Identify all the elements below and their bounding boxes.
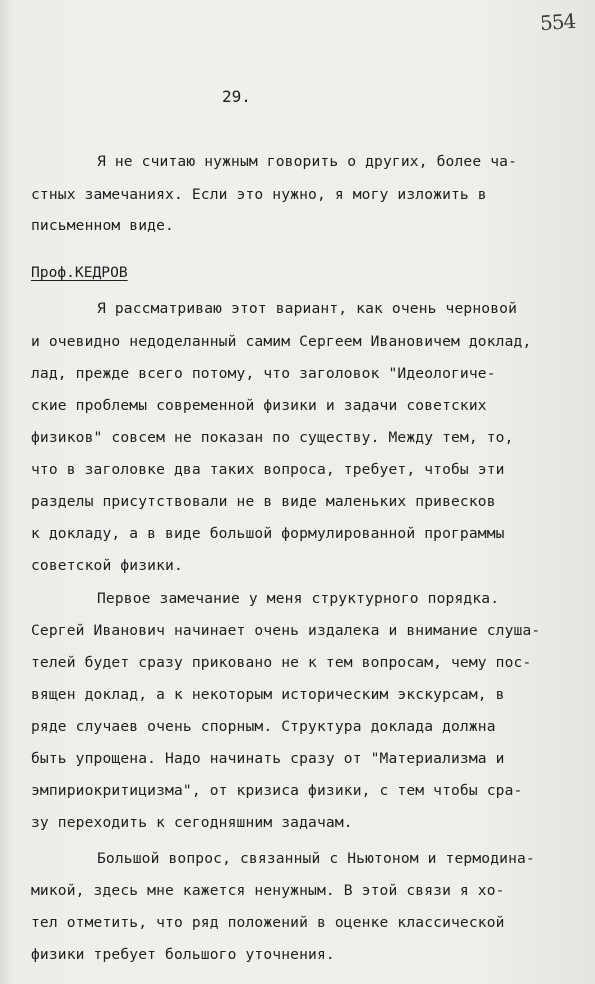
text-line: зу переходить к сегодняшним задачам. (31, 814, 353, 831)
archive-page-number: 554 (539, 8, 576, 36)
text-line: стных замечаниях. Если это нужно, я могу изложить в (31, 186, 487, 203)
text-line: письменном виде. (31, 217, 174, 234)
text-line: разделы присутствовали не в виде маленьких привесков (31, 493, 496, 510)
text-line: Сергей Иванович начинает очень издалека и внимание слуша- (31, 622, 541, 639)
text-line: лад, прежде всего потому, что заголовок "Идеологиче- (31, 365, 496, 382)
text-line: физики требует большого уточнения. (31, 946, 335, 963)
text-line: Большой вопрос, связанный с Ньютоном и термодина- (97, 850, 535, 867)
text-line: микой, здесь мне кажется ненужным. В этой связи я хо- (31, 882, 505, 899)
text-line: Первое замечание у меня структурного порядка. (97, 590, 500, 607)
text-line: что в заголовке два таких вопроса, требует, чтобы эти (31, 461, 505, 478)
text-line: быть упрощена. Надо начинать сразу от "Материализма и (31, 750, 505, 767)
speaker-heading: Проф.КЕДРОВ (31, 264, 128, 281)
text-line: тел отметить, что ряд положений в оценке классической (31, 914, 505, 931)
text-line: ряде случаев очень спорным. Структура доклада должна (31, 718, 496, 735)
text-line: телей будет сразу приковано не к тем вопросам, чему пос- (31, 654, 532, 671)
text-line: советской физики. (31, 557, 183, 574)
text-line: Я рассматриваю этот вариант, как очень черновой (97, 300, 518, 317)
text-line: и очевидно недоделанный самим Сергеем Ивановичем доклад, (31, 333, 532, 350)
text-line: вящен доклад, а к некоторым историческим экскурсам, в (31, 686, 505, 703)
text-line: физиков" совсем не показан по существу. Между тем, то, (31, 429, 514, 446)
text-line: Я не считаю нужным говорить о других, более ча- (97, 153, 518, 170)
text-line: ские проблемы современной физики и задачи советских (31, 397, 487, 414)
text-line: к докладу, а в виде большой формулированной программы (31, 525, 505, 542)
text-line: эмпириокритицизма", от кризиса физики, с тем чтобы сра- (31, 782, 523, 799)
page-number: 29. (222, 87, 251, 106)
